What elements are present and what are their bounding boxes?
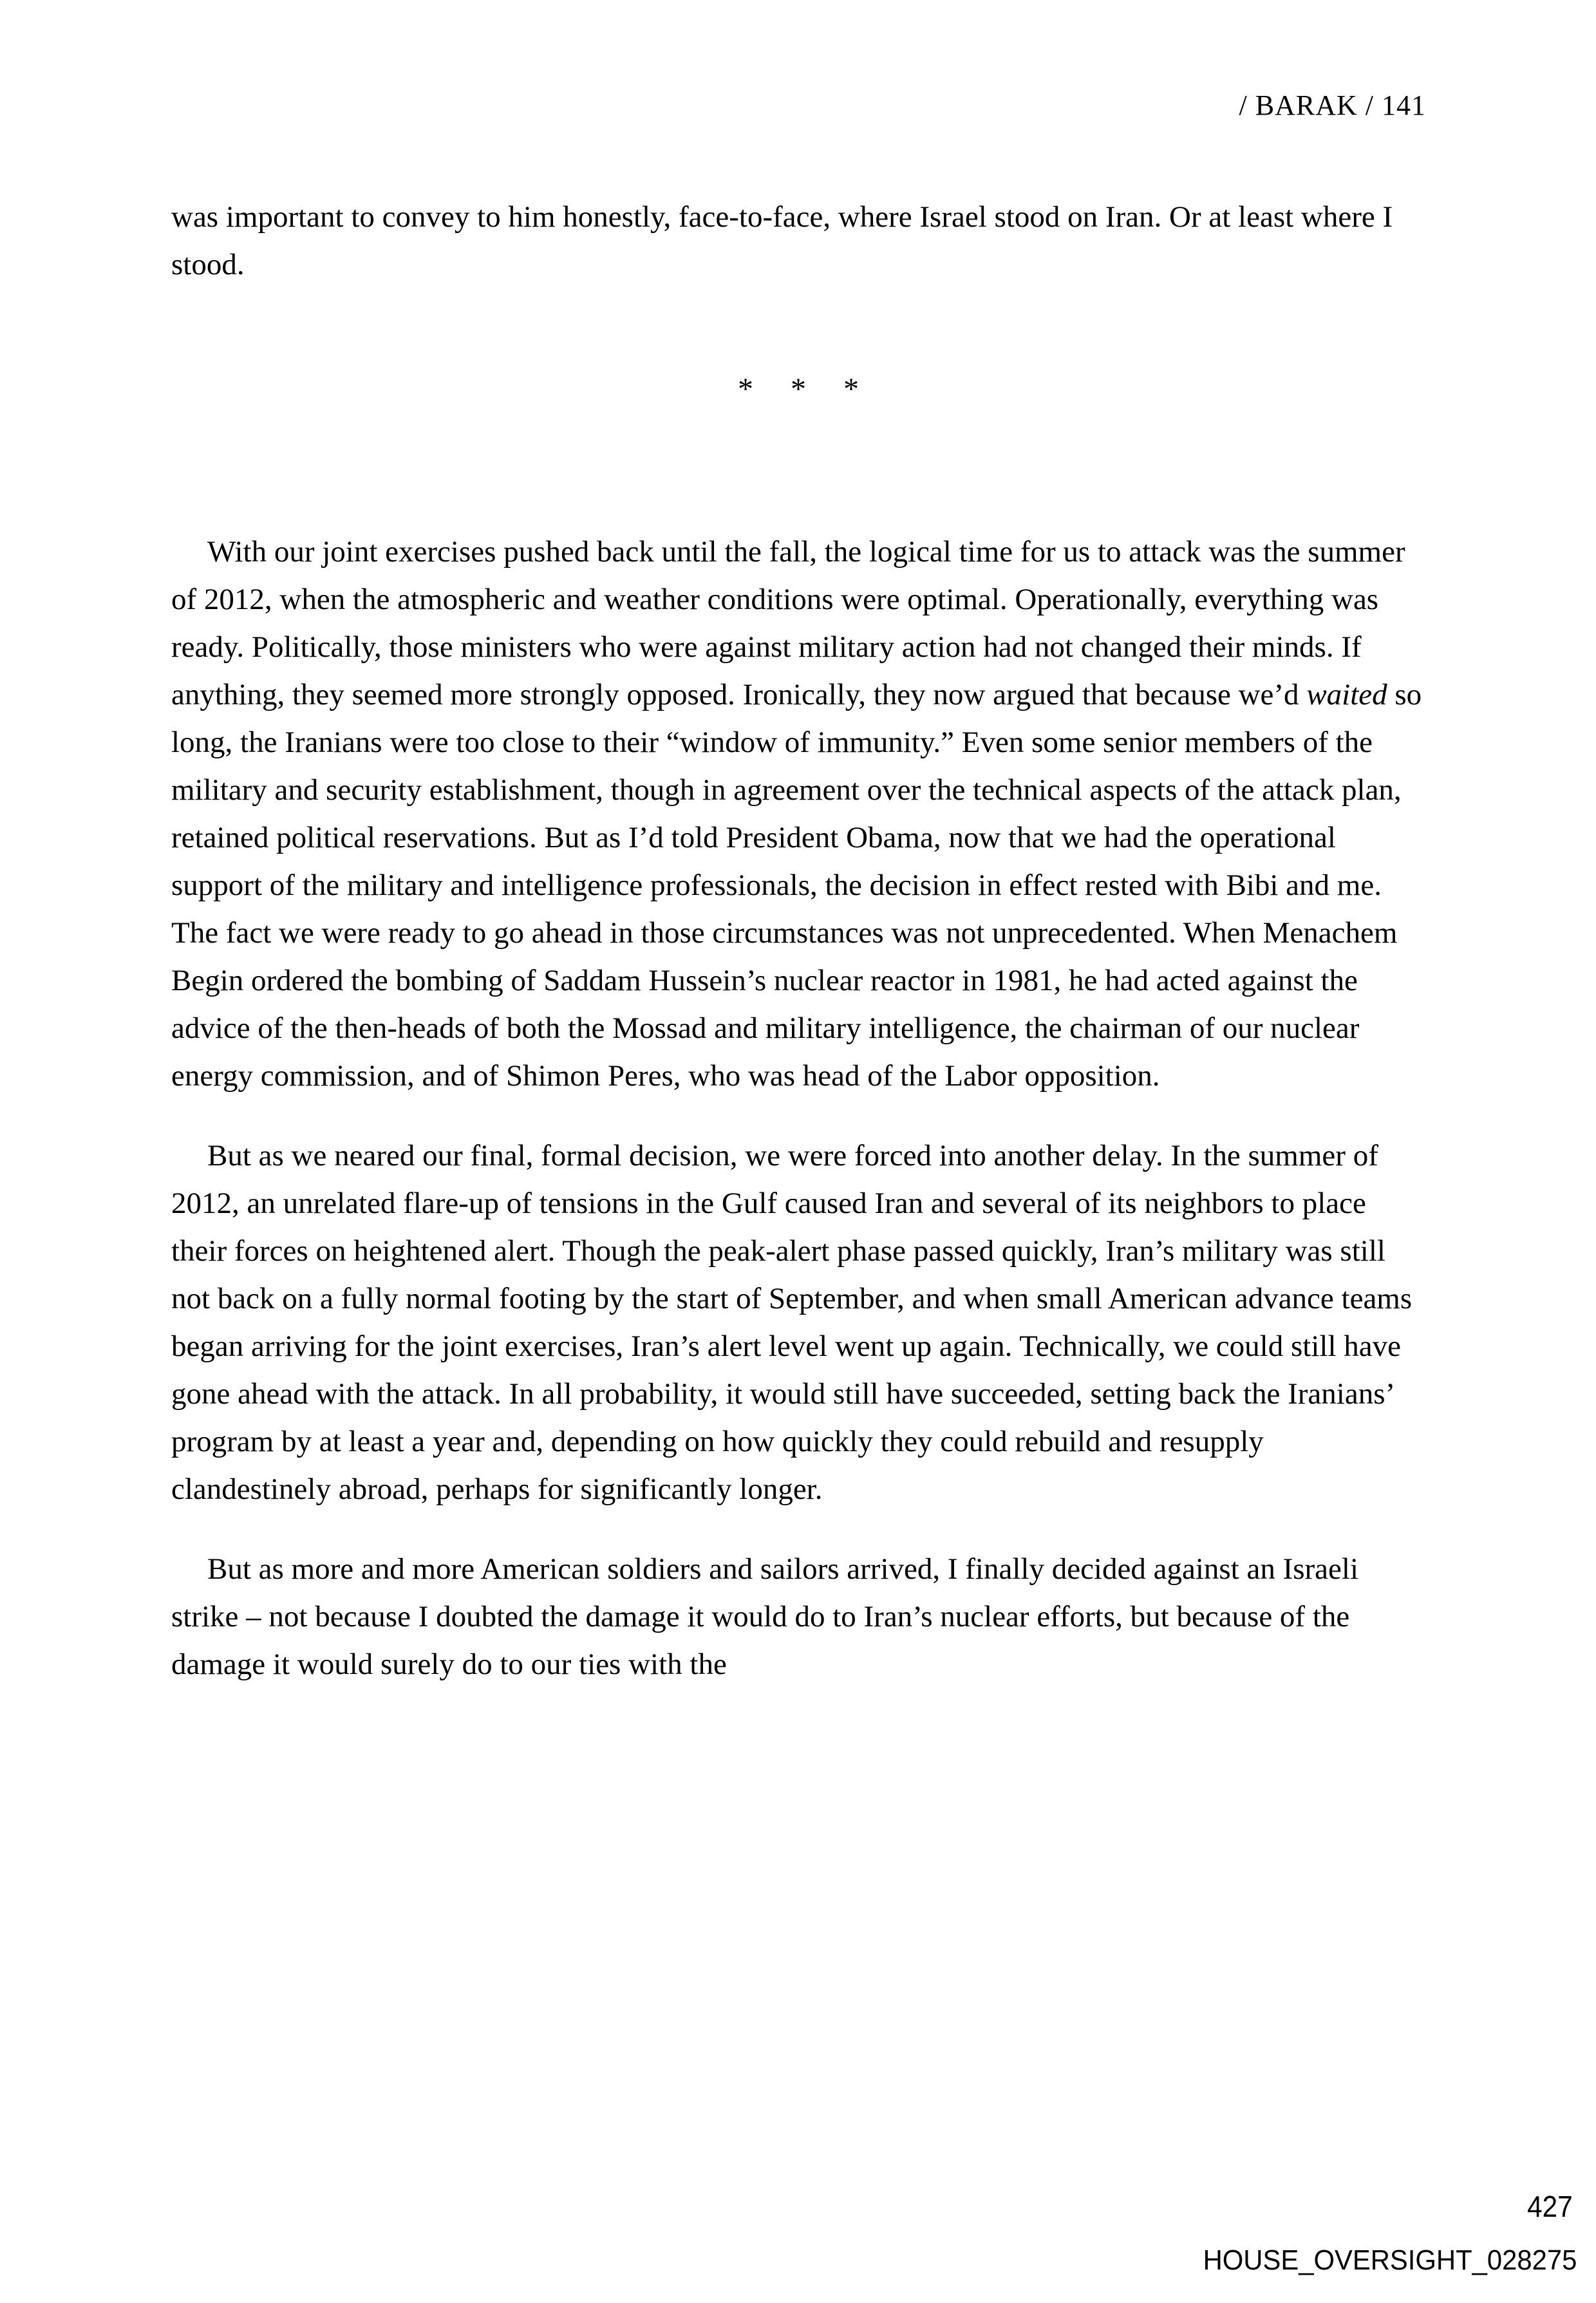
paragraph-delay: But as we neared our final, formal decision, we were forced into another delay. In the summer of 2012, an unrelated flare-up of tensions in the Gulf caused Iran and several of its neighbors to place their forces on heightened alert. Though the peak-alert phase passed quickly, Iran’s military was still not back on a fully normal footing by the start of September, and when small American advance teams began arriving for the joint exercises, Iran’s alert level went up again. Technically, we could still have gone ahead with the attack. In all probability, it would still have succeeded, setting back the Iranians’ program by at least a year and, depending on how quickly they could rebuild and resupply clandestinely abroad, perhaps for significantly longer. — [171, 1139, 1413, 1506]
section-break-asterisks: * * * — [738, 372, 860, 406]
page-number: 427 — [1527, 2190, 1573, 2223]
header-folio: / BARAK / 141 — [1239, 89, 1426, 121]
paragraph-decision: But as more and more American soldiers and sailors arrived, I finally decided against an Israeli strike – not because I doubted the damage it would do to Iran’s nuclear efforts, but because of the damage it would surely do to our ties with the — [171, 1552, 1359, 1681]
paragraph-2-italic-word: waited — [1306, 678, 1387, 711]
paragraph-2-text-post: so long, the Iranians were too close to their “window of immunity.” Even some senior members of the military and security establishment, though in agreement over the technical aspects of the attack plan, retained political reservations. But as I’d told President Obama, now that we had the operational support of the military and intelligence professionals, the decision in effect rested with Bibi and me. The fact we were ready to go ahead in those circumstances was not unprecedented. When Menachem Begin ordered the bombing of Saddam Hussein’s nuclear reactor in 1981, he had acted against the advice of the then-heads of both the Mossad and military intelligence, the chairman of our nuclear energy commission, and of Shimon Peres, who was head of the Labor opposition. — [171, 678, 1422, 1093]
paragraph-2-text-pre: With our joint exercises pushed back until the fall, the logical time for us to attack was the summer of 2012, when the atmospheric and weather conditions were optimal. Operationally, everything was ready. Politically, those ministers who were against military action had not changed their minds. If anything, they seemed more strongly opposed. Ironically, they now argued that because we’d — [171, 535, 1405, 711]
body-text — [171, 193, 1427, 1688]
paragraph-joint-exercises — [171, 528, 1427, 1100]
paragraph-continuation: was important to convey to him honestly, face-to-face, where Israel stood on Iran. Or at least where I stood. — [171, 200, 1393, 281]
bates-stamp: HOUSE_OVERSIGHT_028275 — [1203, 2244, 1577, 2276]
